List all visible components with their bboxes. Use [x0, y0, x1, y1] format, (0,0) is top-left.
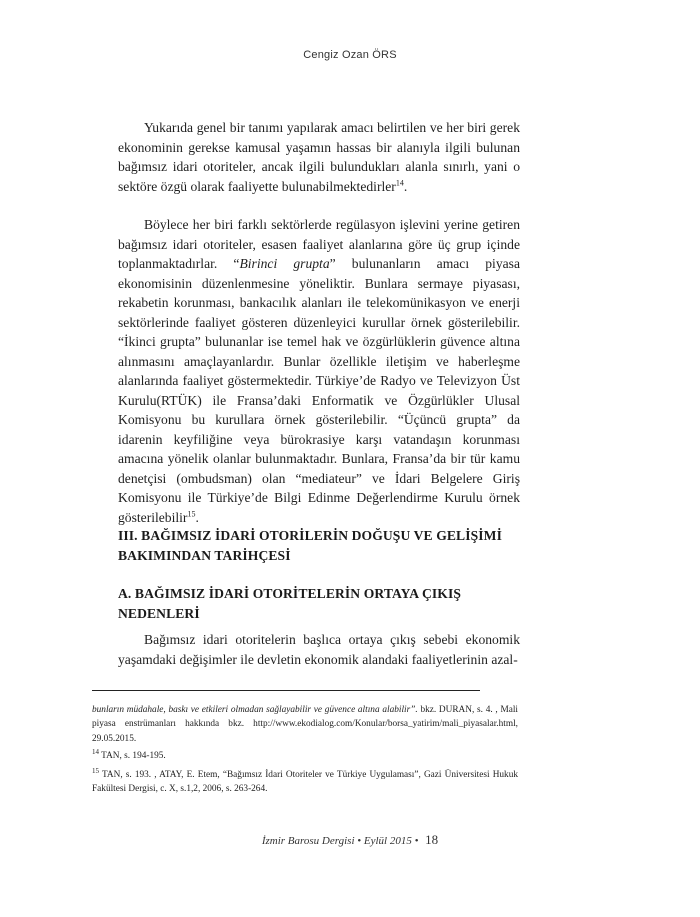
footnote-15-text: TAN, s. 193. , ATAY, E. Etem, “Bağımsız İdari Otoriteler ve Türkiye Uygulaması”, Gazi Üniversitesi Hukuk Fakültesi Dergisi, c. X, s.1,2, 2006, s. 263-264. — [92, 770, 518, 795]
footnote-14-number: 14 — [92, 747, 99, 756]
subsection-heading-a: A. BAĞIMSIZ İDARİ OTORİTELERİN ORTAYA ÇIKIŞ NEDENLERİ — [118, 586, 462, 621]
section-heading-3: III. BAĞIMSIZ İDARİ OTORİLERİN DOĞUŞU VE GELİŞİMİ BAKIMINDAN TARİHÇESİ — [118, 528, 502, 563]
page-footer — [0, 832, 700, 848]
footnote-continued-text: bkz. DURAN, s. 4. , Mali piyasa enstrümanları hakkında bkz. http://www.ekodialog.com/Konular/borsa_yatirim/mali_piyasalar.html, 29.05.2015. — [92, 705, 519, 744]
paragraph-2-italic: Birinci grupta — [239, 256, 330, 271]
footnote-15-number: 15 — [92, 766, 99, 775]
paragraph-2-part-b: ” bulunanların amacı piyasa ekonomisinin düzenlenmesine yöneliktir. Bunlara sermaye piyasası, rekabetin korunması, bankacılık alanları ile telekomünikasyon ve enerji sektörlerinde faaliyet gösteren düzenleyici kurullar örnek gösterilebilir. “İkinci grupta” bulunanlar ise temel hak ve özgürlüklerin güvence altına alınmasını amaçlayanlardır. Bunlar özellikle iletişim ve haberleşme alanlarında faaliyet göstermektedir. Türkiye’de Radyo ve Televizyon Üst Kurulu(RTÜK) ile Fransa’daki Enformatik ve Özgürlükler Ulusal Komisyonu bu kurullara örnek gösterilebilir. “Üçüncü grupta” da idarenin keyfiliğine veya bürokrasiye karşı vatandaşın korunması amacına yönelik olanlar bulunmaktadır. Bunlara, Fransa’da bir tür kamu denetçisi (ombudsman) olan “mediateur” ve İdari Belgelere Giriş Komisyonu ile Türkiye’de Bilgi Edinme Değerlendirme Kurulu örnek gösterilebilir — [118, 256, 520, 525]
paragraph-1 — [118, 118, 520, 196]
footnote-14-text: TAN, s. 194-195. — [99, 751, 166, 761]
paragraph-2-end: . — [195, 509, 199, 525]
paragraph-1-text — [118, 118, 520, 196]
journal-name: İzmir Barosu Dergisi • Eylül 2015 • — [261, 835, 419, 847]
footnote-14 — [92, 749, 518, 763]
paragraph-3 — [118, 630, 520, 669]
paragraph-2-text — [118, 215, 520, 527]
footnote-continued-italic: bunların müdahale, baskı ve etkileri olmadan sağlayabilir ve güvence altına alabilir”. — [92, 705, 418, 715]
footnote-ref-15[interactable]: 15 — [187, 508, 196, 518]
paragraph-2-part-a: Böylece her biri farklı sektörlerde regülasyon işlevini yerine getiren bağımsız idari otoriteler, esasen faaliyet alanlarına göre üç grup içinde toplanmaktadırlar. “ — [118, 217, 520, 271]
paragraph-1-body: Yukarıda genel bir tanımı yapılarak amacı belirtilen ve her biri gerek ekonominin gerekse kamusal yaşamın hassas bir alanıyla ilgili bulunan bağımsız idari otoriteler, ancak ilgili bulundukları alanla sınırlı, yani o sektöre özgü olarak faaliyette bulunabilmektedirler — [118, 120, 520, 194]
page-number: 18 — [425, 832, 439, 847]
paragraph-2 — [118, 215, 520, 527]
running-head: Cengiz Ozan ÖRS — [303, 49, 397, 61]
footnote-ref-14[interactable]: 14 — [395, 177, 404, 187]
footnote-divider — [92, 690, 480, 691]
footnote-15 — [92, 768, 518, 797]
paragraph-1-end: . — [403, 178, 408, 194]
paragraph-3-text: Bağımsız idari otoritelerin başlıca ortaya çıkış sebebi ekonomik yaşamdaki değişimler ile devletin ekonomik alandaki faaliyetlerinin azal- — [118, 632, 520, 667]
footnote-continued — [92, 703, 518, 746]
